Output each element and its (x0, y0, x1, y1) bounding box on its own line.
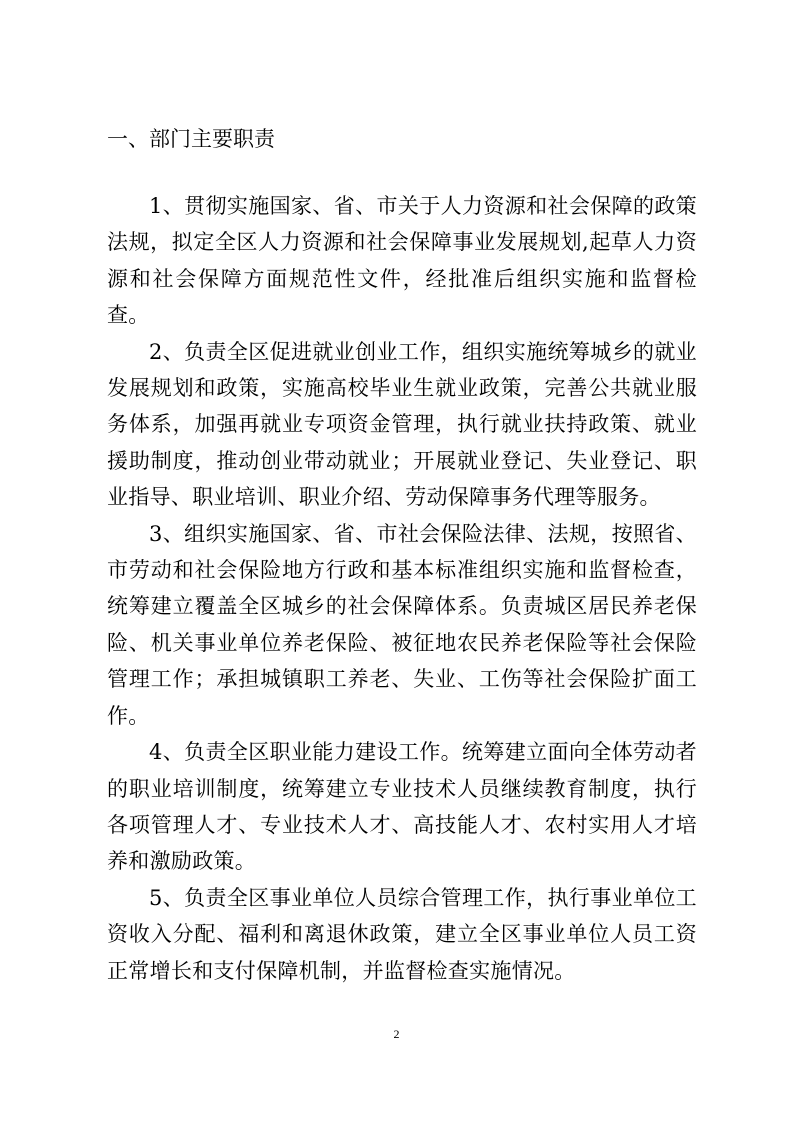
paragraph-3: 3、组织实施国家、省、市社会保险法律、法规，按照省、市劳动和社会保险地方行政和基本标准组织实施和监督检查，统筹建立覆盖全区城乡的社会保障体系。负责城区居民养老保险、机关事业单位养老保险、被征地农民养老保险等社会保险管理工作；承担城镇职工养老、失业、工伤等社会保险扩面工作。 (107, 521, 697, 728)
paragraph-2: 2、负责全区促进就业创业工作，组织实施统筹城乡的就业发展规划和政策，实施高校毕业生就业政策，完善公共就业服务体系，加强再就业专项资金管理，执行就业扶持政策、就业援助制度，推动创业带动就业；开展就业登记、失业登记、职业指导、职业培训、职业介绍、劳动保障事务代理等服务。 (107, 339, 697, 510)
paragraph-4: 4、负责全区职业能力建设工作。统筹建立面向全体劳动者的职业培训制度，统筹建立专业技术人员继续教育制度，执行各项管理人才、专业技术人才、高技能人才、农村实用人才培养和激励政策。 (107, 740, 697, 874)
section-heading: 一、部门主要职责 (107, 127, 275, 151)
paragraph-5: 5、负责全区事业单位人员综合管理工作，执行事业单位工资收入分配、福利和离退休政策，建立全区事业单位人员工资正常增长和支付保障机制，并监督检查实施情况。 (107, 885, 697, 983)
page-number: 2 (393, 1027, 400, 1041)
paragraph-1: 1、贯彻实施国家、省、市关于人力资源和社会保障的政策法规，拟定全区人力资源和社会保障事业发展规划,起草人力资源和社会保障方面规范性文件，经批准后组织实施和监督检查。 (107, 194, 697, 328)
body-text (107, 188, 697, 989)
